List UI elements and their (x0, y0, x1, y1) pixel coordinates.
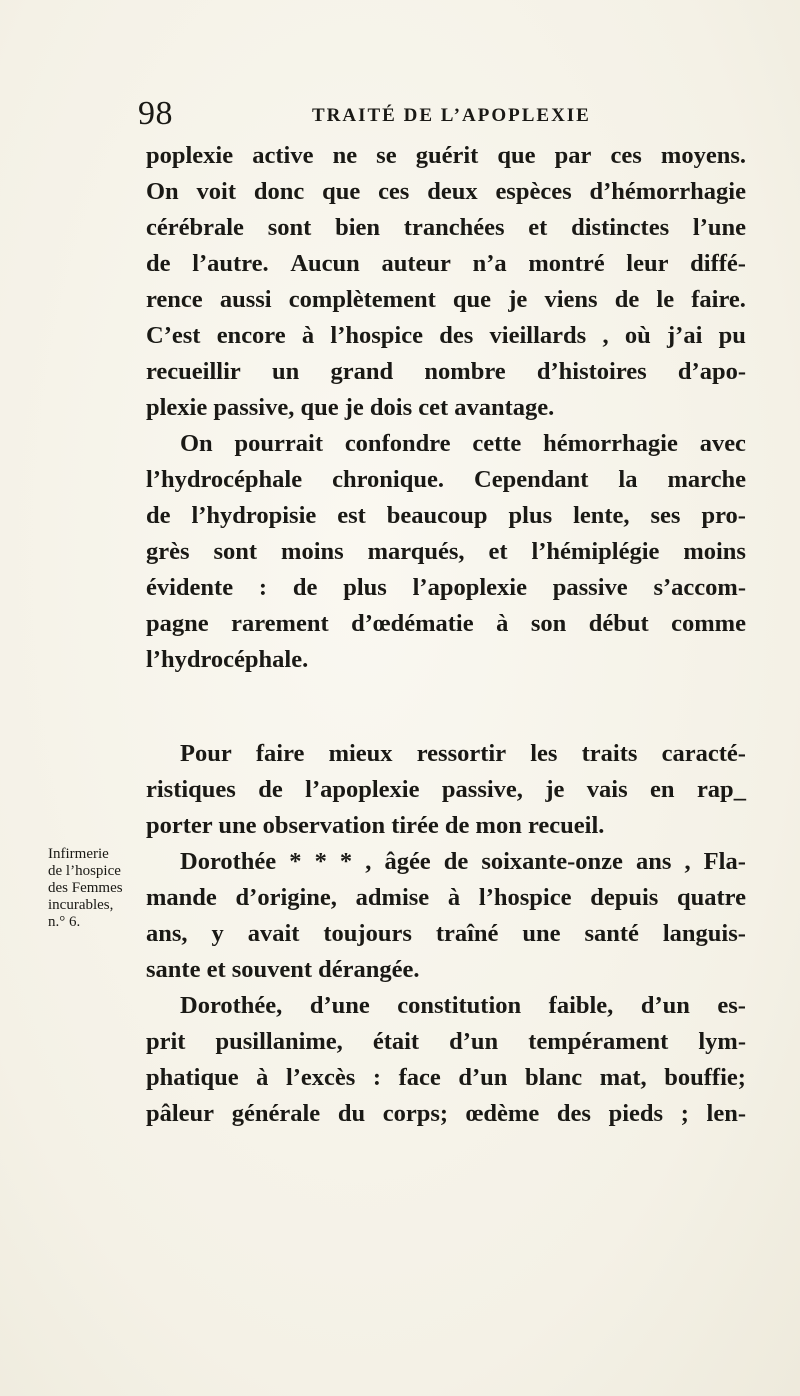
word: diffé- (690, 250, 746, 277)
word: grand (330, 358, 394, 385)
word: corps; (382, 1100, 449, 1127)
word: * (339, 848, 353, 875)
word: à (496, 610, 509, 637)
text-line (146, 358, 746, 386)
word: l’apoplexie (305, 776, 420, 803)
margin-note-line: incurables, (48, 897, 114, 913)
word: passive, (441, 776, 523, 803)
margin-note-line: Infirmerie (48, 846, 109, 862)
word: moins (281, 538, 344, 565)
word: de (292, 574, 318, 601)
word: s’accom- (653, 574, 746, 601)
word: y (211, 920, 224, 947)
word: plus (508, 502, 553, 529)
word: phatique (146, 1064, 239, 1091)
word: vieillards (489, 322, 587, 349)
word: , (365, 848, 372, 875)
word: nombre (424, 358, 506, 385)
word: ne (332, 142, 358, 169)
word: caracté- (661, 740, 746, 767)
word: sont (267, 214, 312, 241)
word: * (314, 848, 327, 875)
text-line (180, 430, 746, 458)
text-line: porter une observation tirée de mon recueil. (146, 812, 605, 839)
word: des (556, 1100, 591, 1127)
word: mieux (328, 740, 393, 767)
word: leur (626, 250, 669, 277)
word: languis- (662, 920, 746, 947)
text-line: sante et souvent dérangée. (146, 956, 420, 983)
text-line (146, 322, 746, 350)
word: mande (146, 884, 217, 911)
word: d’un (449, 1028, 499, 1055)
word: distinctes (571, 214, 670, 241)
word: pusillanime, (215, 1028, 343, 1055)
word: pro- (701, 502, 746, 529)
text-line (146, 250, 746, 278)
text-line (146, 286, 746, 314)
page-header (138, 94, 748, 138)
word: len- (706, 1100, 746, 1127)
word: l’hospice (330, 322, 423, 349)
word: active (252, 142, 314, 169)
word: soixante-onze (481, 848, 623, 875)
word: auteur (381, 250, 451, 277)
word: rarement (231, 610, 329, 637)
word: pagne (146, 610, 209, 637)
word: générale (231, 1100, 321, 1127)
word: encore (216, 322, 286, 349)
word: hémorrhagie (543, 430, 678, 457)
word: ristiques (146, 776, 236, 803)
word: les (530, 740, 558, 767)
word: complètement (288, 286, 436, 313)
word: l’hémiplégie (531, 538, 660, 565)
word: grès (146, 538, 190, 565)
word: lym- (698, 1028, 746, 1055)
word: , (602, 322, 609, 349)
word: d’origine, (235, 884, 337, 911)
word: l’hydropisie (191, 502, 317, 529)
word: rence (146, 286, 203, 313)
word: depuis (590, 884, 659, 911)
word: faire (255, 740, 305, 767)
word: espèces (495, 178, 572, 205)
word: ; (680, 1100, 689, 1127)
word: pu (718, 322, 746, 349)
word: à (256, 1064, 269, 1091)
text-line (146, 920, 746, 948)
text-line (146, 574, 746, 602)
word: Pour (180, 740, 232, 767)
word: voit (196, 178, 236, 205)
word: plus (343, 574, 387, 601)
word: tranchées (403, 214, 505, 241)
word: es- (717, 992, 746, 1019)
word: l’apoplexie (412, 574, 527, 601)
text-line (146, 466, 746, 494)
page-number: 98 (138, 95, 173, 132)
text-line (146, 776, 746, 804)
word: marche (667, 466, 746, 493)
word: face (398, 1064, 441, 1091)
word: blanc (524, 1064, 583, 1091)
word: d’histoires (536, 358, 647, 385)
word: bouffie; (664, 1064, 746, 1091)
word: à (301, 322, 315, 349)
word: de (146, 502, 171, 529)
word: de (258, 776, 283, 803)
word: beaucoup (386, 502, 488, 529)
word: le (656, 286, 675, 313)
word: guérit (415, 142, 479, 169)
word: viens (544, 286, 598, 313)
text-line (146, 214, 746, 242)
word: d’œdématie (351, 610, 474, 637)
word: avec (699, 430, 746, 457)
word: l’une (692, 214, 746, 241)
word: où (624, 322, 651, 349)
word: d’un (640, 992, 690, 1019)
word: montré (528, 250, 605, 277)
text-line (146, 142, 746, 170)
word: faible, (548, 992, 614, 1019)
word: pâleur (146, 1100, 215, 1127)
word: ces (378, 178, 410, 205)
word: moins (683, 538, 746, 565)
word: des (439, 322, 474, 349)
word: toujours (323, 920, 412, 947)
word: ces (610, 142, 642, 169)
word: à (447, 884, 461, 911)
word: la (618, 466, 638, 493)
word: santé (584, 920, 639, 947)
word: Fla- (703, 848, 746, 875)
word: d’apo- (677, 358, 746, 385)
word: Cependant (474, 466, 589, 493)
word: pieds (608, 1100, 664, 1127)
word: On (180, 430, 213, 457)
word: vais (586, 776, 628, 803)
word: cérébrale (146, 214, 244, 241)
text-line (146, 538, 746, 566)
word: l’hospice (478, 884, 572, 911)
word: je (508, 286, 528, 313)
text-line (146, 178, 746, 206)
text-line (146, 502, 746, 530)
text-line (146, 884, 746, 912)
word: œdème (465, 1100, 540, 1127)
word: cette (472, 430, 522, 457)
word: passive (552, 574, 628, 601)
word: se (376, 142, 397, 169)
running-title: TRAITÉ DE L’APOPLEXIE (312, 105, 591, 126)
word: que (497, 142, 536, 169)
word: ans, (146, 920, 188, 947)
word: admise (355, 884, 430, 911)
word: quatre (677, 884, 746, 911)
word: chronique. (332, 466, 444, 493)
word: Aucun (290, 250, 360, 277)
word: donc (253, 178, 305, 205)
word: * (289, 848, 302, 875)
word: aussi (219, 286, 272, 313)
word: recueillir (146, 358, 241, 385)
word: d’un (458, 1064, 508, 1091)
word: avait (247, 920, 300, 947)
word: je (545, 776, 565, 803)
word: ans (635, 848, 672, 875)
word: l’autre. (192, 250, 269, 277)
word: faire. (691, 286, 746, 313)
word: constitution (397, 992, 522, 1019)
word: un (272, 358, 300, 385)
word: du (337, 1100, 366, 1127)
word: que (452, 286, 492, 313)
word: évidente (146, 574, 234, 601)
word: d’hémorrhagie (589, 178, 746, 205)
margin-note-line: n.° 6. (48, 914, 81, 930)
word: que (322, 178, 361, 205)
word: une (522, 920, 561, 947)
margin-note-line: des Femmes (48, 880, 123, 896)
text-line (146, 610, 746, 638)
word: On (146, 178, 179, 205)
word: sont (213, 538, 258, 565)
word: et (528, 214, 548, 241)
word: comme (671, 610, 746, 637)
word: traits (581, 740, 638, 767)
text-line (146, 1028, 746, 1056)
margin-note (48, 846, 144, 931)
text-line: l’hydrocéphale. (146, 646, 309, 673)
word: rap_ (696, 776, 746, 803)
text-line (180, 992, 746, 1020)
text-line (146, 1064, 746, 1092)
word: et (488, 538, 508, 565)
margin-note-line: de l’hospice (48, 863, 121, 879)
word: prit (146, 1028, 186, 1055)
word: début (588, 610, 649, 637)
word: âgée (384, 848, 431, 875)
word: moyens. (660, 142, 746, 169)
text-line: plexie passive, que je dois cet avantage. (146, 394, 555, 421)
word: , (684, 848, 691, 875)
word: tempérament (528, 1028, 669, 1055)
word: de (443, 848, 469, 875)
word: était (372, 1028, 420, 1055)
word: marqués, (367, 538, 465, 565)
word: d’une (309, 992, 370, 1019)
word: l’hydrocéphale (146, 466, 303, 493)
word: traîné (435, 920, 499, 947)
word: pourrait (234, 430, 323, 457)
word: son (530, 610, 567, 637)
word: de (614, 286, 640, 313)
word: est (337, 502, 366, 529)
word: mat, (599, 1064, 647, 1091)
word: ressortir (416, 740, 507, 767)
word: n’a (472, 250, 507, 277)
text-line (180, 848, 746, 876)
word: deux (427, 178, 478, 205)
word: de (146, 250, 171, 277)
word: en (650, 776, 675, 803)
word: lente, (573, 502, 630, 529)
word: j’ai (667, 322, 703, 349)
word: l’excès (285, 1064, 356, 1091)
text-line (146, 1100, 746, 1128)
word: C’est (146, 322, 201, 349)
text-line (180, 740, 746, 768)
word: : (372, 1064, 382, 1091)
word: bien (335, 214, 381, 241)
word: par (554, 142, 592, 169)
word: poplexie (146, 142, 234, 169)
word: : (258, 574, 268, 601)
word: Dorothée (180, 848, 277, 875)
word: ses (650, 502, 681, 529)
word: Dorothée, (180, 992, 283, 1019)
word: confondre (344, 430, 451, 457)
